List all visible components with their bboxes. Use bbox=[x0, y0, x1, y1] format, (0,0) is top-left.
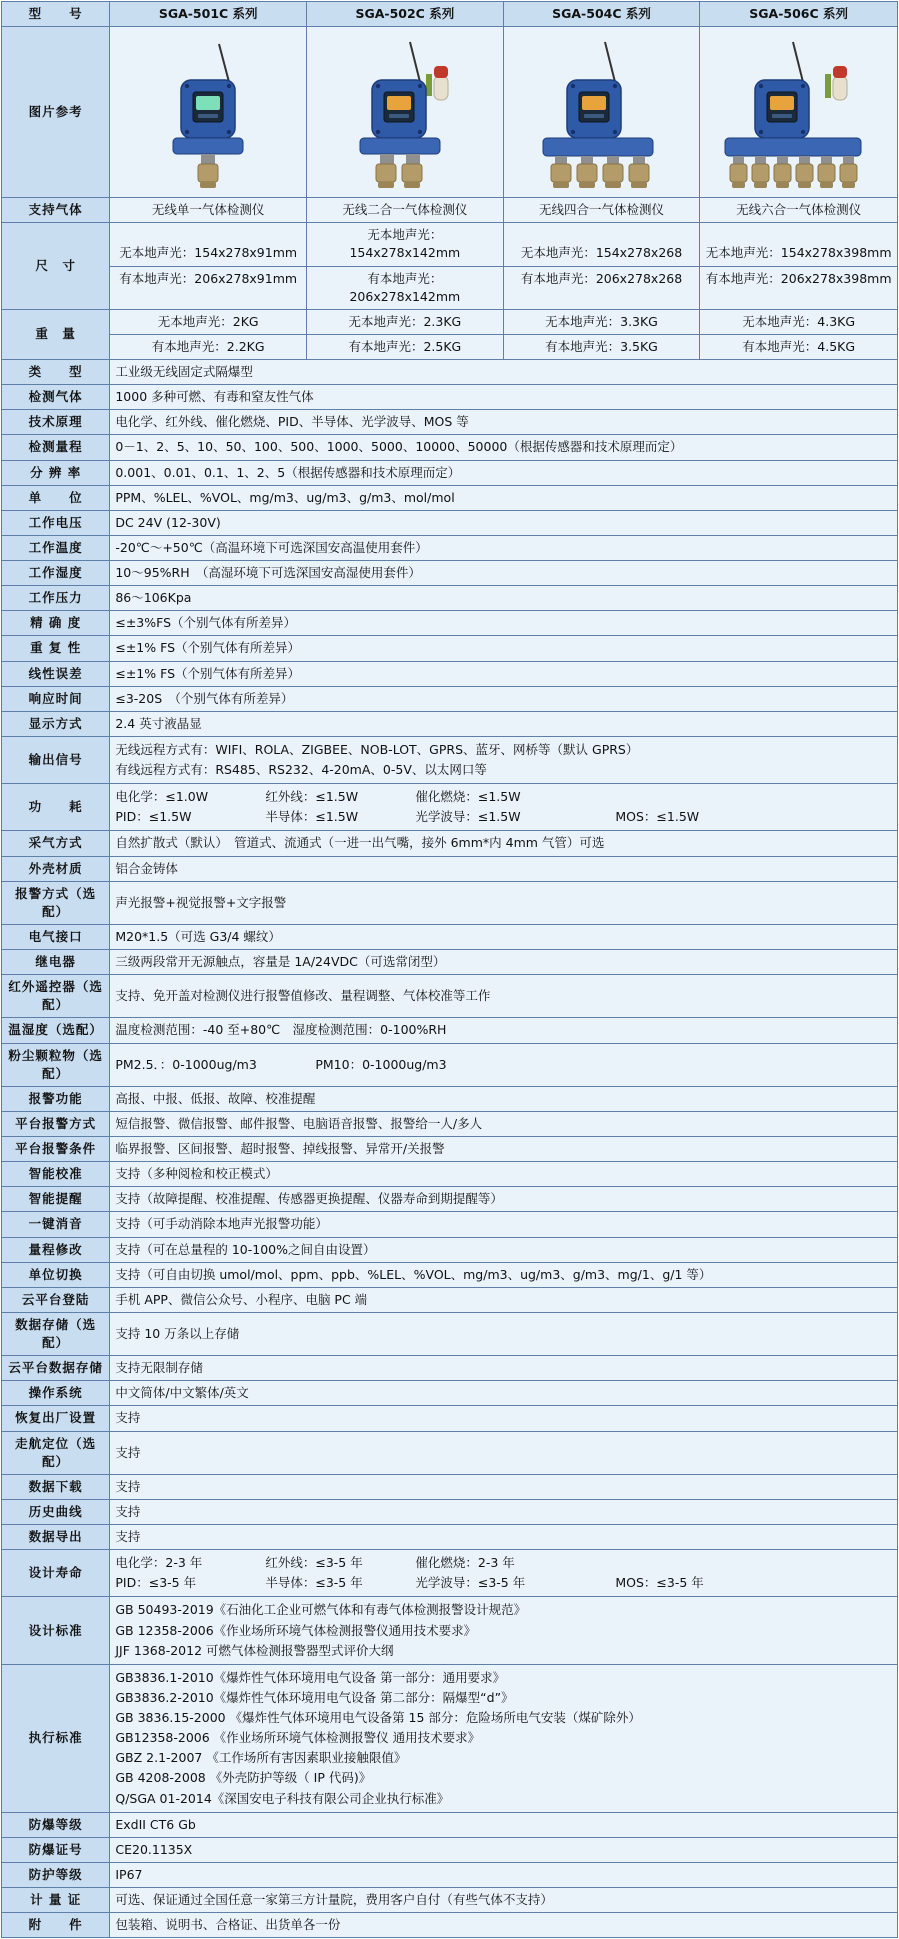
power-electrochemical: 电化学：≤1.0W bbox=[115, 789, 209, 805]
row-label-electrical-interface: 电气接口 bbox=[2, 924, 110, 949]
row-label-history-curve: 历史曲线 bbox=[2, 1499, 110, 1524]
row-value-temp-humidity: 温度检测范围：-40 至+80℃ 湿度检测范围：0-100%RH bbox=[110, 1018, 898, 1043]
table-row bbox=[2, 1086, 898, 1111]
row-label-mobile-positioning: 走航定位（选配） bbox=[2, 1431, 110, 1474]
table-row bbox=[2, 2, 898, 27]
power-semiconductor: 半导体：≤1.5W bbox=[265, 809, 359, 825]
power-infrared: 红外线：≤1.5W bbox=[265, 789, 359, 805]
weight-2 bbox=[307, 309, 504, 359]
table-row bbox=[2, 856, 898, 881]
row-label-accuracy: 精 确 度 bbox=[2, 611, 110, 636]
lifespan-row-2 bbox=[115, 1573, 892, 1593]
gas-support-2: 无线二合一气体检测仪 bbox=[307, 198, 504, 223]
table-row bbox=[2, 881, 898, 924]
row-label-type: 类 型 bbox=[2, 360, 110, 385]
power-optical: 光学波导：≤1.5W bbox=[415, 809, 521, 825]
table-row bbox=[2, 1287, 898, 1312]
model-header-2: SGA-502C 系列 bbox=[307, 2, 504, 27]
row-value-cloud-storage: 支持无限制存储 bbox=[110, 1356, 898, 1381]
row-value-ir-remote: 支持、免开盖对检测仪进行报警值修改、量程调整、气体校准等工作 bbox=[110, 975, 898, 1018]
row-value-range-modify: 支持（可在总量程的 10-100%之间自由设置） bbox=[110, 1237, 898, 1262]
row-label-cloud-login: 云平台登陆 bbox=[2, 1287, 110, 1312]
lifespan-pid: PID：≤3-5 年 bbox=[115, 1575, 197, 1591]
model-header-1: SGA-501C 系列 bbox=[110, 2, 307, 27]
row-value-output-signal bbox=[110, 736, 898, 783]
row-value-accuracy: ≤±3%FS（个别气体有所差异） bbox=[110, 611, 898, 636]
row-label-ex-rating: 防爆等级 bbox=[2, 1812, 110, 1837]
row-value-display: 2.4 英寸液晶显 bbox=[110, 711, 898, 736]
product-image-2 bbox=[307, 27, 504, 198]
row-label-resolution: 分 辨 率 bbox=[2, 460, 110, 485]
exec-standard-line: GBZ 2.1-2007 《工作场所有害因素职业接触限值》 bbox=[115, 1750, 407, 1766]
design-standard-line: GB 12358-2006《作业场所环境气体检测报警仪通用技术要求》 bbox=[115, 1622, 477, 1638]
row-label-power: 功 耗 bbox=[2, 784, 110, 831]
table-row bbox=[2, 711, 898, 736]
row-value-os: 中文简体/中文繁体/英文 bbox=[110, 1381, 898, 1406]
table-row bbox=[2, 1499, 898, 1524]
table-row bbox=[2, 950, 898, 975]
table-row bbox=[2, 831, 898, 856]
table-row bbox=[2, 586, 898, 611]
row-label-display: 显示方式 bbox=[2, 711, 110, 736]
row-value-work-humidity: 10～95%RH （高湿环境下可选深国安高湿使用套件） bbox=[110, 561, 898, 586]
row-label-relay: 继电器 bbox=[2, 950, 110, 975]
row-value-tech-principle: 电化学、红外线、催化燃烧、PID、半导体、光学波导、MOS 等 bbox=[110, 410, 898, 435]
row-label-detect-gas: 检测气体 bbox=[2, 385, 110, 410]
row-value-dust bbox=[110, 1043, 898, 1086]
lifespan-catalytic: 催化燃烧：2-3 年 bbox=[415, 1555, 515, 1571]
row-label-data-storage: 数据存储（选配） bbox=[2, 1312, 110, 1355]
table-row bbox=[2, 1474, 898, 1499]
gas-support-4: 无线六合一气体检测仪 bbox=[700, 198, 898, 223]
table-row bbox=[2, 535, 898, 560]
row-value-unit-switch: 支持（可自由切换 umol/mol、ppm、ppb、%LEL、%VOL、mg/m3、ug/m3、g/m3、mg/1、g/1 等） bbox=[110, 1262, 898, 1287]
row-label-metering-cert: 计 量 证 bbox=[2, 1888, 110, 1913]
table-row bbox=[2, 1111, 898, 1136]
table-row bbox=[2, 1664, 898, 1812]
row-value-metering-cert: 可选、保证通过全国任意一家第三方计量院，费用客户自付（有些气体不支持） bbox=[110, 1888, 898, 1913]
row-value-work-pressure: 86～106Kpa bbox=[110, 586, 898, 611]
table-row bbox=[2, 435, 898, 460]
table-row bbox=[2, 510, 898, 535]
specification-table bbox=[1, 1, 898, 1938]
table-row bbox=[2, 1888, 898, 1913]
size-with-alarm: 有本地声光：206x278x398mm bbox=[705, 270, 892, 286]
row-label-range: 检测量程 bbox=[2, 435, 110, 460]
row-value-accessories: 包装箱、说明书、合格证、出货单各一份 bbox=[110, 1913, 898, 1938]
gas-support-3: 无线四合一气体检测仪 bbox=[503, 198, 700, 223]
table-row bbox=[2, 1137, 898, 1162]
table-row bbox=[2, 1862, 898, 1887]
row-label-alarm-mode: 报警方式（选配） bbox=[2, 881, 110, 924]
row-value-unit: PPM、%LEL、%VOL、mg/m3、ug/m3、g/m3、mol/mol bbox=[110, 485, 898, 510]
output-wireless: 无线远程方式有：WIFI、ROLA、ZIGBEE、NOB-LOT、GPRS、蓝牙、网桥等（默认 GPRS） bbox=[115, 741, 639, 757]
model-header-3: SGA-504C 系列 bbox=[503, 2, 700, 27]
row-value-design-standard bbox=[110, 1597, 898, 1664]
row-value-data-storage: 支持 10 万条以上存储 bbox=[110, 1312, 898, 1355]
table-row bbox=[2, 686, 898, 711]
size-4 bbox=[700, 223, 898, 310]
lifespan-infrared: 红外线：≤3-5 年 bbox=[265, 1555, 363, 1571]
row-label-cloud-storage: 云平台数据存储 bbox=[2, 1356, 110, 1381]
table-row bbox=[2, 410, 898, 435]
row-label-ir-remote: 红外遥控器（选配） bbox=[2, 975, 110, 1018]
lifespan-optical: 光学波导：≤3-5 年 bbox=[415, 1575, 526, 1591]
row-value-mobile-positioning: 支持 bbox=[110, 1431, 898, 1474]
row-label-data-download: 数据下载 bbox=[2, 1474, 110, 1499]
row-label-repeatability: 重 复 性 bbox=[2, 636, 110, 661]
table-row bbox=[2, 1262, 898, 1287]
row-label-platform-alarm-condition: 平台报警条件 bbox=[2, 1137, 110, 1162]
product-image-4 bbox=[700, 27, 898, 198]
row-value-smart-reminder: 支持（故障提醒、校准提醒、传感器更换提醒、仪器寿命到期提醒等） bbox=[110, 1187, 898, 1212]
row-value-detect-gas: 1000 多种可燃、有毒和窒友性气体 bbox=[110, 385, 898, 410]
row-value-response-time: ≤3-20S （个别气体有所差异） bbox=[110, 686, 898, 711]
row-label-factory-reset: 恢复出厂设置 bbox=[2, 1406, 110, 1431]
row-label-model: 型 号 bbox=[2, 2, 110, 27]
power-pid: PID：≤1.5W bbox=[115, 809, 192, 825]
weight-3 bbox=[503, 309, 700, 359]
row-label-linear-error: 线性误差 bbox=[2, 661, 110, 686]
spec-sheet bbox=[0, 1, 899, 1938]
weight-no-alarm: 无本地声光：4.3KG bbox=[700, 310, 897, 335]
weight-with-alarm: 有本地声光：2.5KG bbox=[348, 338, 462, 354]
row-label-ex-certificate: 防爆证号 bbox=[2, 1837, 110, 1862]
output-wired: 有线远程方式有：RS485、RS232、4-20mA、0-5V、以太网口等 bbox=[115, 762, 487, 777]
table-row bbox=[2, 223, 898, 310]
row-label-dust: 粉尘颗粒物（选配） bbox=[2, 1043, 110, 1086]
row-value-smart-calibration: 支持（多种阅检和校正模式） bbox=[110, 1162, 898, 1187]
model-header-4: SGA-506C 系列 bbox=[700, 2, 898, 27]
lifespan-mos: MOS：≤3-5 年 bbox=[615, 1575, 704, 1591]
table-row bbox=[2, 736, 898, 783]
row-label-gas-support: 支持气体 bbox=[2, 198, 110, 223]
product-image-1 bbox=[110, 27, 307, 198]
row-value-exec-standard bbox=[110, 1664, 898, 1812]
row-label-tech-principle: 技术原理 bbox=[2, 410, 110, 435]
row-label-smart-reminder: 智能提醒 bbox=[2, 1187, 110, 1212]
table-row bbox=[2, 385, 898, 410]
row-value-sampling: 自然扩散式（默认） 管道式、流通式（一进一出气嘴，接外 6mm*内 4mm 气管）可选 bbox=[110, 831, 898, 856]
gas-detector-illustration bbox=[709, 30, 889, 195]
table-row bbox=[2, 460, 898, 485]
row-label-sampling: 采气方式 bbox=[2, 831, 110, 856]
weight-no-alarm: 无本地声光：2KG bbox=[110, 310, 306, 335]
row-label-work-humidity: 工作湿度 bbox=[2, 561, 110, 586]
row-value-history-curve: 支持 bbox=[110, 1499, 898, 1524]
row-value-resolution: 0.001、0.01、0.1、1、2、5（根据传感器和技术原理而定） bbox=[110, 460, 898, 485]
table-row bbox=[2, 611, 898, 636]
table-row bbox=[2, 1550, 898, 1597]
weight-no-alarm: 无本地声光：3.3KG bbox=[504, 310, 700, 335]
row-label-data-export: 数据导出 bbox=[2, 1525, 110, 1550]
row-value-ex-rating: ExdII CT6 Gb bbox=[110, 1812, 898, 1837]
row-value-platform-alarm-mode: 短信报警、微信报警、邮件报警、电脑语音报警、报警给一人/多人 bbox=[110, 1111, 898, 1136]
dust-pm10: PM10：0-1000ug/m3 bbox=[315, 1056, 447, 1072]
row-value-ex-certificate: CE20.1135X bbox=[110, 1837, 898, 1862]
row-value-type: 工业级无线固定式隔爆型 bbox=[110, 360, 898, 385]
exec-standard-line: GB 4208-2008 《外壳防护等级（ IP 代码)》 bbox=[115, 1770, 372, 1786]
row-label-mute: 一键消音 bbox=[2, 1212, 110, 1237]
weight-1 bbox=[110, 309, 307, 359]
exec-standard-line: GB12358-2006 《作业场所环境气体检测报警仪 通用技术要求》 bbox=[115, 1730, 481, 1746]
table-row bbox=[2, 1837, 898, 1862]
table-row bbox=[2, 784, 898, 831]
power-row-2 bbox=[115, 807, 892, 827]
table-row bbox=[2, 661, 898, 686]
table-row bbox=[2, 1312, 898, 1355]
size-no-alarm: 无本地声光：154x278x142mm bbox=[307, 223, 503, 266]
table-row bbox=[2, 198, 898, 223]
size-3 bbox=[503, 223, 700, 310]
weight-4 bbox=[700, 309, 898, 359]
table-row bbox=[2, 1913, 898, 1938]
row-value-power bbox=[110, 784, 898, 831]
size-with-alarm: 有本地声光：206x278x142mm bbox=[349, 270, 461, 304]
row-value-alarm-function: 高报、中报、低报、故障、校准提醒 bbox=[110, 1086, 898, 1111]
table-row bbox=[2, 309, 898, 359]
product-image-3 bbox=[503, 27, 700, 198]
size-1 bbox=[110, 223, 307, 310]
row-value-data-export: 支持 bbox=[110, 1525, 898, 1550]
exec-standard-line: GB3836.1-2010《爆炸性气体环境用电气设备 第一部分：通用要求》 bbox=[115, 1669, 506, 1685]
weight-with-alarm: 有本地声光：2.2KG bbox=[151, 338, 265, 354]
table-row bbox=[2, 27, 898, 198]
gas-detector-illustration bbox=[517, 30, 687, 195]
row-value-platform-alarm-condition: 临界报警、区间报警、超时报警、掉线报警、异常开/关报警 bbox=[110, 1137, 898, 1162]
dust-pm25: PM2.5．：0-1000ug/m3 bbox=[115, 1056, 257, 1072]
weight-with-alarm: 有本地声光：3.5KG bbox=[545, 338, 658, 354]
table-row bbox=[2, 1187, 898, 1212]
table-row bbox=[2, 975, 898, 1018]
lifespan-row-1 bbox=[115, 1553, 892, 1573]
row-value-range: 0－1、2、5、10、50、100、500、1000、5000、10000、50000（根据传感器和技术原理而定） bbox=[110, 435, 898, 460]
row-label-shell-material: 外壳材质 bbox=[2, 856, 110, 881]
table-row bbox=[2, 1356, 898, 1381]
table-row bbox=[2, 1597, 898, 1664]
exec-standard-line: GB 3836.15-2000 《爆炸性气体环境用电气设备第 15 部分：危险场所电气安装（煤矿除外） bbox=[115, 1710, 641, 1725]
table-row bbox=[2, 485, 898, 510]
size-2 bbox=[307, 223, 504, 310]
row-label-image-ref: 图片参考 bbox=[2, 27, 110, 198]
row-label-os: 操作系统 bbox=[2, 1381, 110, 1406]
lifespan-electrochemical: 电化学：2-3 年 bbox=[115, 1555, 203, 1571]
row-label-voltage: 工作电压 bbox=[2, 510, 110, 535]
row-label-accessories: 附 件 bbox=[2, 1913, 110, 1938]
table-row bbox=[2, 1812, 898, 1837]
size-no-alarm: 无本地声光：154x278x268 bbox=[504, 241, 700, 266]
table-row bbox=[2, 636, 898, 661]
row-label-ip-rating: 防护等级 bbox=[2, 1862, 110, 1887]
table-row bbox=[2, 1018, 898, 1043]
power-catalytic: 催化燃烧：≤1.5W bbox=[415, 789, 521, 805]
gas-support-1: 无线单一气体检测仪 bbox=[110, 198, 307, 223]
row-label-response-time: 响应时间 bbox=[2, 686, 110, 711]
row-label-smart-calibration: 智能校准 bbox=[2, 1162, 110, 1187]
size-with-alarm: 有本地声光：206x278x91mm bbox=[119, 270, 298, 286]
row-label-range-modify: 量程修改 bbox=[2, 1237, 110, 1262]
row-label-size: 尺 寸 bbox=[2, 223, 110, 310]
design-standard-line: GB 50493-2019《石油化工企业可燃气体和有毒气体检测报警设计规范》 bbox=[115, 1602, 527, 1618]
row-value-ip-rating: IP67 bbox=[110, 1862, 898, 1887]
row-value-data-download: 支持 bbox=[110, 1474, 898, 1499]
table-row bbox=[2, 1162, 898, 1187]
row-value-mute: 支持（可手动消除本地声光报警功能） bbox=[110, 1212, 898, 1237]
row-label-output-signal: 输出信号 bbox=[2, 736, 110, 783]
table-row bbox=[2, 1525, 898, 1550]
row-label-temp-humidity: 温湿度（选配） bbox=[2, 1018, 110, 1043]
table-row bbox=[2, 1381, 898, 1406]
row-label-lifespan: 设计寿命 bbox=[2, 1550, 110, 1597]
row-value-electrical-interface: M20*1.5（可选 G3/4 螺纹） bbox=[110, 924, 898, 949]
power-mos: MOS：≤1.5W bbox=[615, 809, 700, 825]
table-row bbox=[2, 1043, 898, 1086]
row-value-lifespan bbox=[110, 1550, 898, 1597]
exec-standard-line: GB3836.2-2010《爆炸性气体环境用电气设备 第二部分：隔爆型“d”》 bbox=[115, 1689, 514, 1705]
row-value-shell-material: 铝合金铸体 bbox=[110, 856, 898, 881]
row-label-exec-standard: 执行标准 bbox=[2, 1664, 110, 1812]
table-row bbox=[2, 1212, 898, 1237]
row-value-linear-error: ≤±1% FS（个别气体有所差异） bbox=[110, 661, 898, 686]
row-label-work-temp: 工作温度 bbox=[2, 535, 110, 560]
table-row bbox=[2, 360, 898, 385]
row-value-voltage: DC 24V (12-30V) bbox=[110, 510, 898, 535]
power-row-1 bbox=[115, 787, 892, 807]
table-row bbox=[2, 1431, 898, 1474]
row-label-unit: 单 位 bbox=[2, 485, 110, 510]
row-value-cloud-login: 手机 APP、微信公众号、小程序、电脑 PC 端 bbox=[110, 1287, 898, 1312]
row-label-design-standard: 设计标准 bbox=[2, 1597, 110, 1664]
table-row bbox=[2, 1406, 898, 1431]
weight-no-alarm: 无本地声光：2.3KG bbox=[307, 310, 503, 335]
table-row bbox=[2, 924, 898, 949]
row-value-alarm-mode: 声光报警+视觉报警+文字报警 bbox=[110, 881, 898, 924]
weight-with-alarm: 有本地声光：4.5KG bbox=[742, 338, 856, 354]
gas-detector-illustration bbox=[330, 30, 480, 195]
exec-standard-line: Q/SGA 01-2014《深国安电子科技有限公司企业执行标准》 bbox=[115, 1790, 450, 1806]
row-value-factory-reset: 支持 bbox=[110, 1406, 898, 1431]
row-value-repeatability: ≤±1% FS（个别气体有所差异） bbox=[110, 636, 898, 661]
row-value-relay: 三级两段常开无源触点，容量是 1A/24VDC（可选常闭型） bbox=[110, 950, 898, 975]
row-label-alarm-function: 报警功能 bbox=[2, 1086, 110, 1111]
row-label-platform-alarm-mode: 平台报警方式 bbox=[2, 1111, 110, 1136]
size-with-alarm: 有本地声光：206x278x268 bbox=[520, 270, 683, 286]
row-value-work-temp: -20℃～+50℃（高温环境下可选深国安高温使用套件） bbox=[110, 535, 898, 560]
design-standard-line: JJF 1368-2012 可燃气体检测报警器型式评价大纲 bbox=[115, 1642, 394, 1658]
table-row bbox=[2, 561, 898, 586]
table-row bbox=[2, 1237, 898, 1262]
row-label-work-pressure: 工作压力 bbox=[2, 586, 110, 611]
gas-detector-illustration bbox=[143, 30, 273, 195]
size-no-alarm: 无本地声光：154x278x398mm bbox=[700, 241, 897, 266]
row-label-weight: 重 量 bbox=[2, 309, 110, 359]
row-label-unit-switch: 单位切换 bbox=[2, 1262, 110, 1287]
size-no-alarm: 无本地声光：154x278x91mm bbox=[110, 241, 306, 266]
lifespan-semiconductor: 半导体：≤3-5 年 bbox=[265, 1575, 363, 1591]
